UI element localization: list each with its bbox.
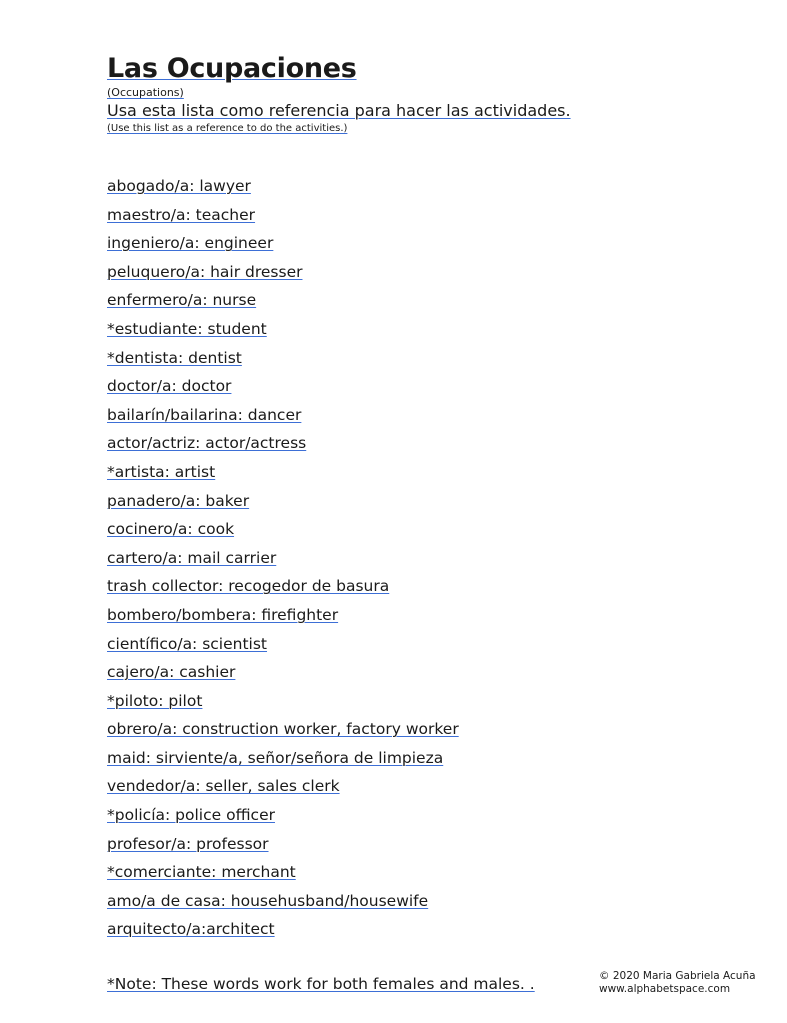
instruction-text: Usa esta lista como referencia para hacer las actividades. <box>107 101 571 120</box>
list-item <box>107 232 459 261</box>
occupation-entry: arquitecto/a:architect <box>107 920 275 939</box>
list-item <box>107 604 459 633</box>
list-item <box>107 747 459 776</box>
list-item <box>107 775 459 804</box>
occupation-entry: *artista: artist <box>107 462 216 481</box>
occupation-entry: bombero/bombera: firefighter <box>107 605 339 624</box>
list-item <box>107 661 459 690</box>
list-item <box>107 861 459 890</box>
website-text: www.alphabetspace.com <box>599 983 731 995</box>
occupation-entry: maestro/a: teacher <box>107 205 256 224</box>
page-title: Las Ocupaciones <box>107 53 357 84</box>
occupation-entry: bailarín/bailarina: dancer <box>107 405 302 424</box>
page-subtitle: (Occupations) <box>107 86 184 99</box>
occupation-entry: cocinero/a: cook <box>107 520 235 539</box>
occupation-entry: panadero/a: baker <box>107 491 250 510</box>
instruction-translation: (Use this list as a reference to do the activities.) <box>107 123 348 134</box>
copyright-text: © 2020 Maria Gabriela Acuña <box>599 970 756 982</box>
list-item <box>107 204 459 233</box>
list-item <box>107 547 459 576</box>
occupation-entry: científico/a: scientist <box>107 634 268 653</box>
list-item <box>107 375 459 404</box>
list-item <box>107 404 459 433</box>
list-item <box>107 518 459 547</box>
list-item <box>107 318 459 347</box>
list-item <box>107 890 459 919</box>
list-item <box>107 261 459 290</box>
occupation-entry: *comerciante: merchant <box>107 863 296 882</box>
list-item <box>107 718 459 747</box>
occupation-entry: cartero/a: mail carrier <box>107 548 277 567</box>
occupation-entry: maid: sirviente/a, señor/señora de limpieza <box>107 748 444 767</box>
list-item <box>107 633 459 662</box>
occupation-entry: *estudiante: student <box>107 319 267 338</box>
occupation-entry: abogado/a: lawyer <box>107 177 251 195</box>
list-item <box>107 804 459 833</box>
list-item <box>107 490 459 519</box>
occupation-entry: profesor/a: professor <box>107 834 269 853</box>
occupation-entry: trash collector: recogedor de basura <box>107 577 390 596</box>
occupation-entry: amo/a de casa: househusband/housewife <box>107 891 429 910</box>
list-item <box>107 918 459 947</box>
list-item <box>107 833 459 862</box>
occupation-entry: obrero/a: construction worker, factory worker <box>107 720 459 739</box>
occupation-entry: doctor/a: doctor <box>107 377 232 396</box>
occupation-entry: vendedor/a: seller, sales clerk <box>107 777 340 796</box>
list-item <box>107 289 459 318</box>
occupation-entry: actor/actriz: actor/actress <box>107 434 307 453</box>
occupation-list <box>107 175 459 947</box>
occupation-entry: peluquero/a: hair dresser <box>107 262 303 281</box>
occupation-entry: *policía: police officer <box>107 806 275 825</box>
list-item <box>107 690 459 719</box>
list-item <box>107 575 459 604</box>
list-item <box>107 175 459 204</box>
occupation-entry: cajero/a: cashier <box>107 663 236 682</box>
copyright-block <box>599 970 756 996</box>
occupation-entry: enfermero/a: nurse <box>107 291 257 310</box>
occupation-entry: ingeniero/a: engineer <box>107 234 274 253</box>
list-item <box>107 432 459 461</box>
footnote: *Note: These words work for both females and males. . <box>107 975 535 993</box>
list-item <box>107 347 459 376</box>
occupation-entry: *dentista: dentist <box>107 348 242 367</box>
list-item <box>107 461 459 490</box>
occupation-entry: *piloto: pilot <box>107 691 203 710</box>
